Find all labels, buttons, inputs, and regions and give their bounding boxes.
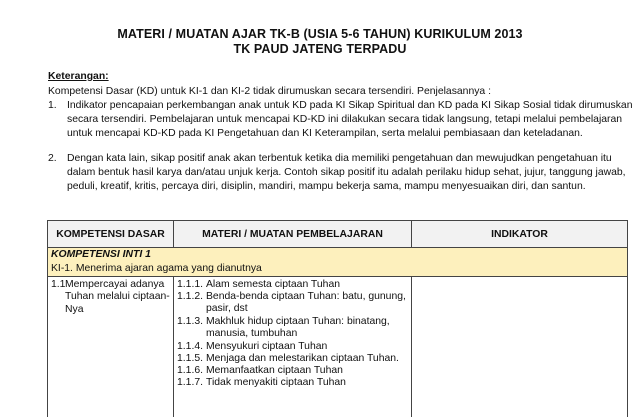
materi-text	[206, 341, 410, 353]
kd-line: Nya	[65, 303, 84, 315]
point-1-line: untuk mencapai KD-KD pada KI Pengetahuan dan KI Keterampilan, serta melalui pembiasaan dan keteladanan.	[67, 128, 583, 140]
ki-title-row: KOMPETENSI INTI 1	[47, 248, 628, 262]
kd-line: Tuhan melalui ciptaan-	[65, 291, 170, 303]
point-1-line: Indikator pencapaian perkembangan anak untuk KD pada KI Sikap Spiritual dan KD pada KI Sikap Sosial tidak dirumuskan	[67, 100, 633, 111]
document-title: MATERI / MUATAN AJAR TK-B (USIA 5-6 TAHUN) KURIKULUM 2013	[117, 27, 523, 41]
materi-line: Memanfaatkan ciptaan Tuhan	[206, 365, 343, 376]
materi-cell	[173, 277, 412, 417]
materi-text	[206, 279, 410, 291]
materi-line: Benda-benda ciptaan Tuhan: batu, gunung,	[206, 291, 406, 302]
materi-number: 1.1.3.	[177, 316, 203, 327]
curriculum-table	[47, 220, 628, 410]
indikator-cell	[411, 277, 628, 417]
notes-heading: Keterangan:	[48, 71, 109, 82]
materi-text	[206, 353, 410, 365]
materi-line: Alam semesta ciptaan Tuhan	[206, 279, 340, 290]
kd-number: 1.1	[51, 279, 66, 290]
point-2-number: 2.	[48, 153, 57, 164]
materi-number: 1.1.7.	[177, 377, 203, 388]
point-2-line: peduli, kreatif, kritis, percaya diri, disiplin, mandiri, mampu bekerja sama, mampu menyesuaikan diri, dan santun.	[67, 181, 586, 193]
point-2-text	[67, 152, 627, 195]
materi-number: 1.1.4.	[177, 341, 203, 352]
ki-text-row: KI-1. Menerima ajaran agama yang dianutnya	[47, 262, 628, 277]
point-1-line: secara tersendiri. Pembelajaran untuk mencapai KD-KD ini dilakukan secara tidak langsung, tetapi melalui pembelajaran	[67, 114, 623, 126]
materi-number: 1.1.1.	[177, 279, 203, 290]
materi-line: Tidak menyakiti ciptaan Tuhan	[206, 377, 346, 388]
materi-text	[206, 365, 410, 377]
kd-line: Mempercayai adanya	[65, 279, 165, 290]
materi-line: Menjaga dan melestarikan ciptaan Tuhan.	[206, 353, 399, 364]
materi-number: 1.1.5.	[177, 353, 203, 364]
header-materi: MATERI / MUATAN PEMBELAJARAN	[173, 220, 412, 248]
kd-text	[65, 279, 173, 316]
materi-line: Mensyukuri ciptaan Tuhan	[206, 341, 328, 352]
materi-line: Makhluk hidup ciptaan Tuhan: binatang,	[206, 316, 390, 327]
notes-intro: Kompetensi Dasar (KD) untuk KI-1 dan KI-2 tidak dirumuskan secara tersendiri. Penjelasannya :	[48, 86, 491, 97]
header-kompetensi-dasar: KOMPETENSI DASAR	[47, 220, 174, 248]
materi-line: pasir, dst	[206, 303, 248, 315]
materi-line: manusia, tumbuhan	[206, 328, 298, 340]
materi-text	[206, 377, 410, 389]
kd-cell	[47, 277, 174, 417]
materi-number: 1.1.6.	[177, 365, 203, 376]
materi-text	[206, 316, 410, 341]
materi-number: 1.1.2.	[177, 291, 203, 302]
header-indikator: INDIKATOR	[411, 220, 628, 248]
point-2-line: Dengan kata lain, sikap positif anak akan terbentuk ketika dia memiliki pengetahuan dan mewujudkan pengetahuan itu	[67, 153, 612, 164]
point-2-line: dalam bentuk hasil karya dan/atau unjuk kerja. Contoh sikap positif itu adalah perilaku hidup sehat, jujur, tanggung jawab,	[67, 167, 626, 179]
point-1-number: 1.	[48, 100, 57, 111]
materi-text	[206, 291, 410, 316]
document-subtitle: TK PAUD JATENG TERPADU	[233, 42, 407, 56]
point-1-text	[67, 99, 633, 142]
